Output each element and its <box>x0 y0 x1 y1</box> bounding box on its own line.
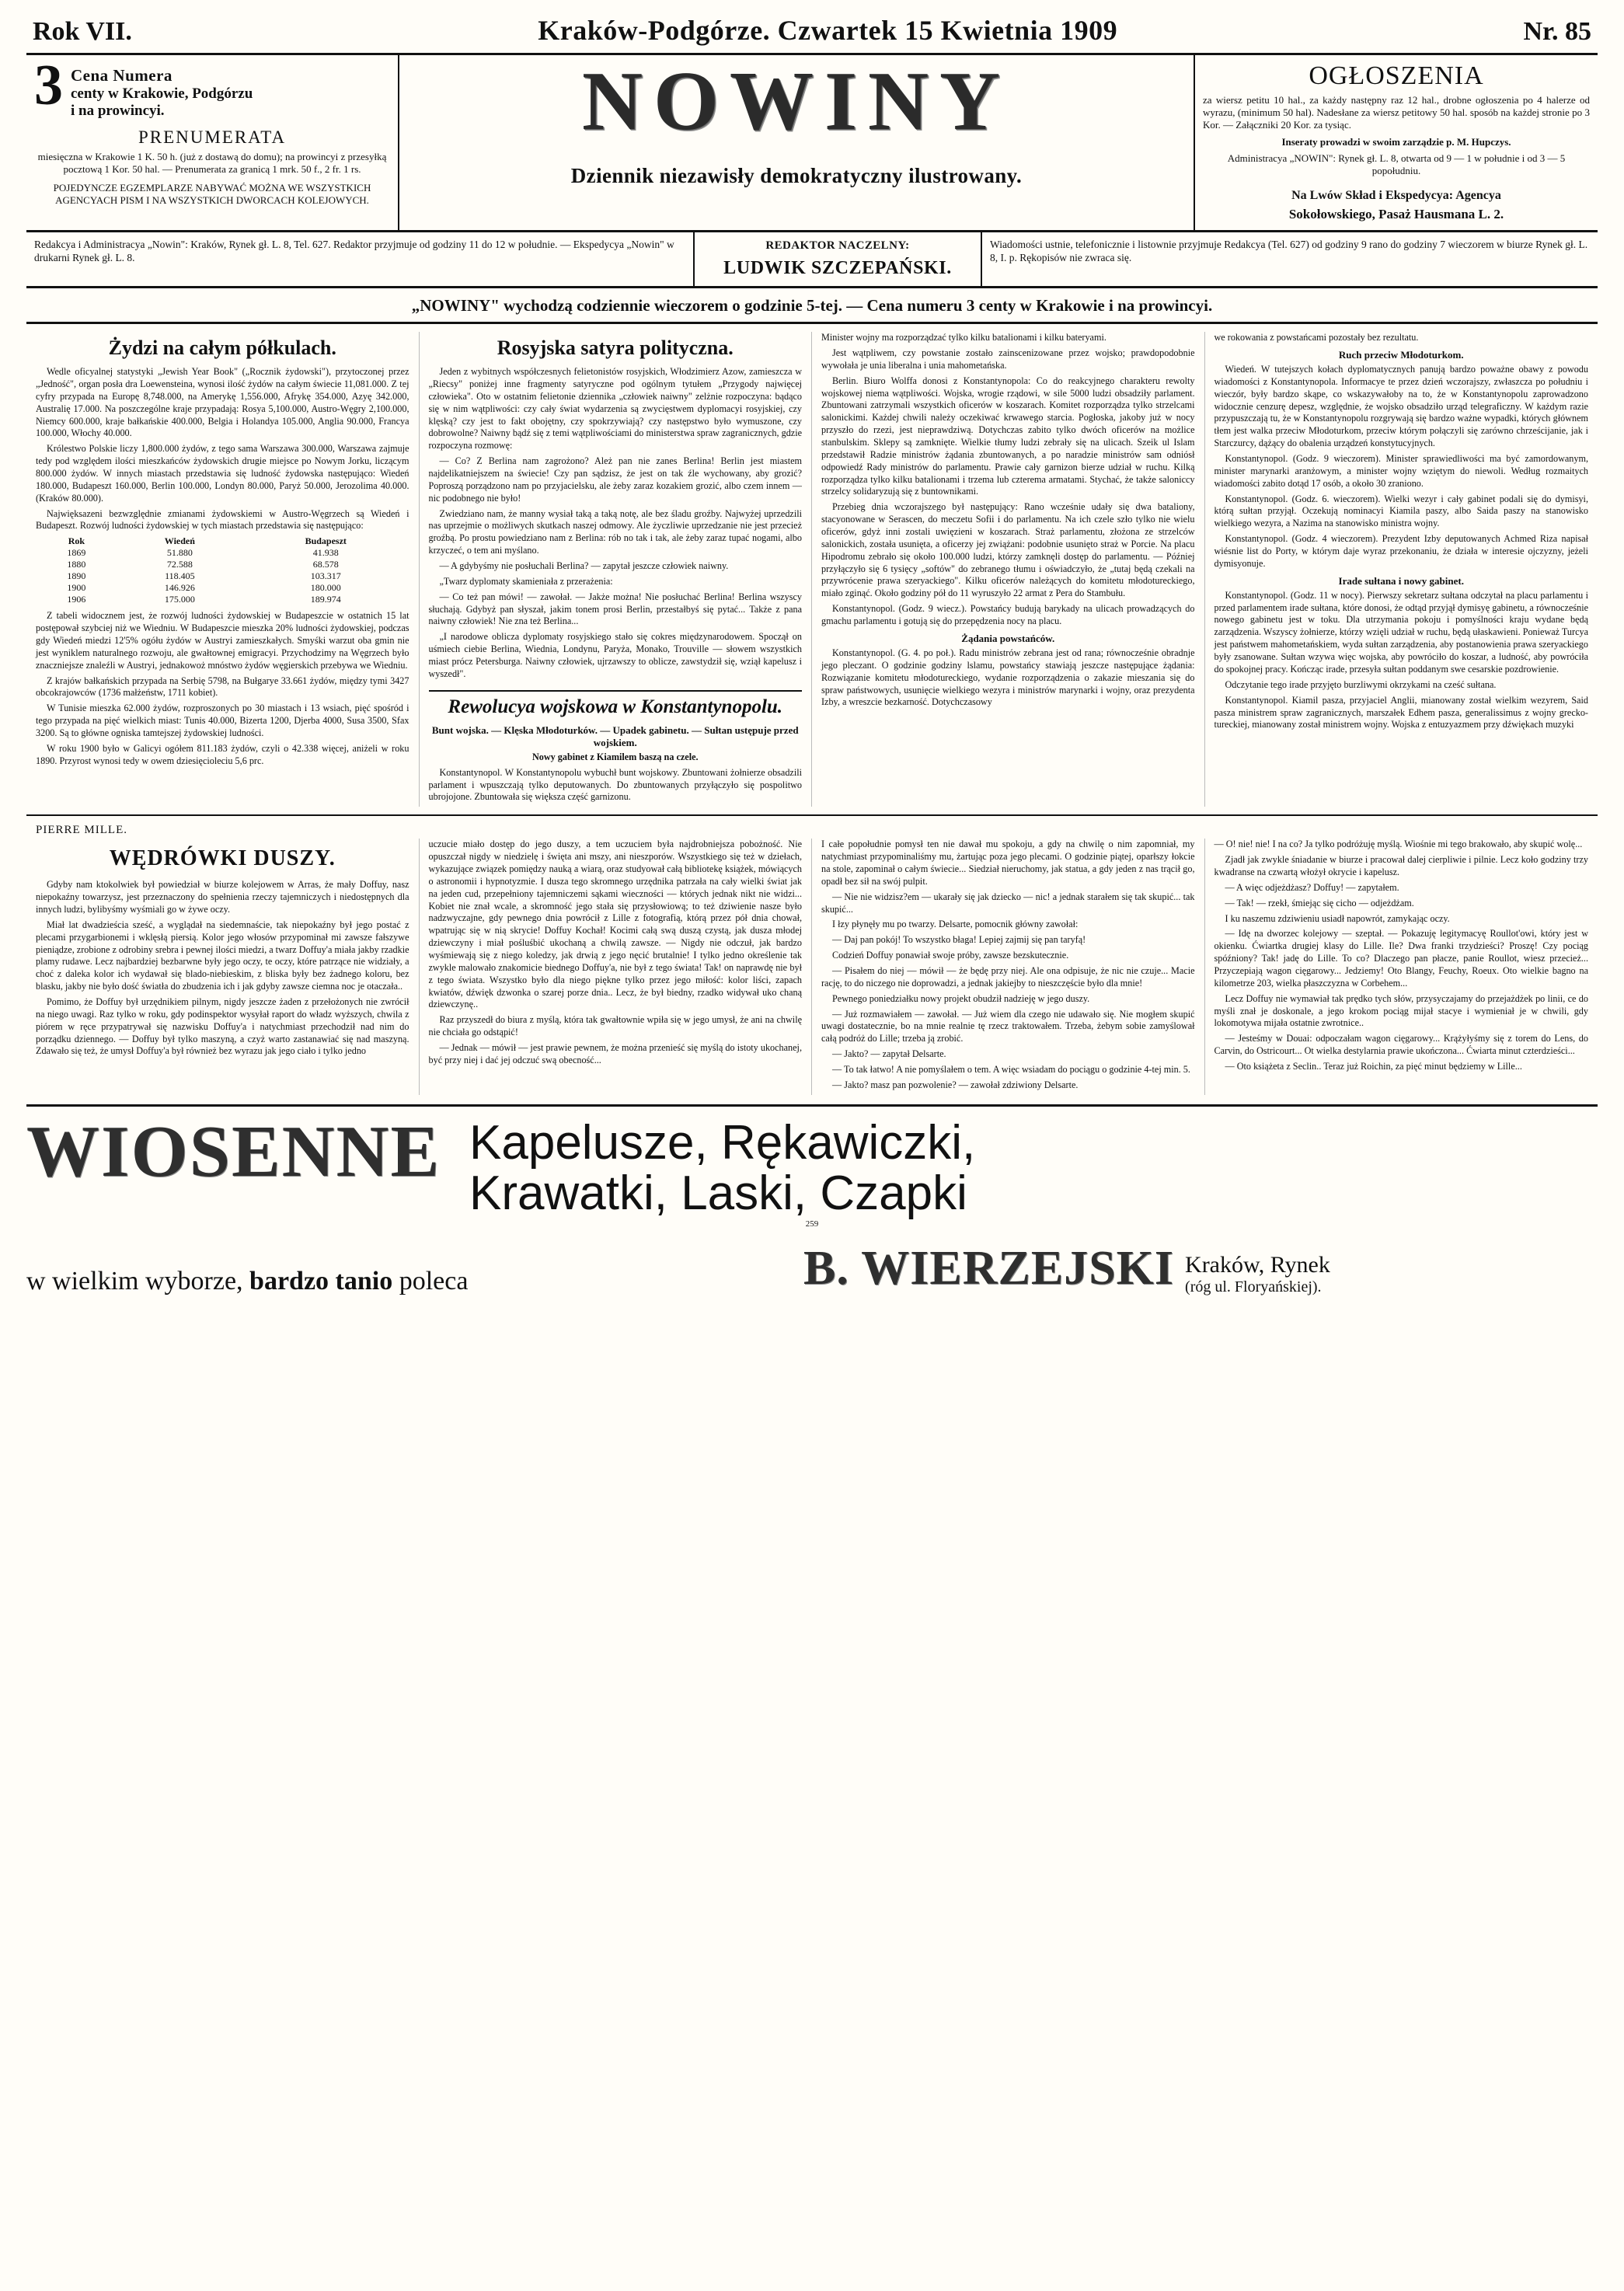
subscription-title: PRENUMERATA <box>138 127 287 147</box>
lwow-depot-label: Na Lwów Skład i Ekspedycya: <box>1291 189 1454 203</box>
newspaper-logo: NOWINY <box>581 55 1012 148</box>
paragraph: Przebieg dnia wczorajszego był następujący: Rano wcześnie udały się dwa bataliony, stacyonowane w Serascen, do meczetu Sofii i do parlamentu. Na ich czele szło tylko nie wielu oficerów, gdyż inni zostali uwięzieni w koszarach. Straż parlamentu, złożona ze strzelców salonickich, została usunięta, a oficerzy jej zwiążani: podobnie usunięto straż w Porcie. Na placu Hipodromu zebrało się około 100.000 ludzi, którzy zamknęli dostęp do parlamentu. — Później przyłączyło się 6 tysięcy „softów" do zebranego tłumu i oświadczyło, że „tutaj będą czekali na przywrócenie prawa szeryackiego". Kilku oficerów należących do komitetu młodotureckiego, miało zginąć. Około godziny pół do 11 wyruszyło 22 armat z Pera do Stambułu. <box>821 501 1195 599</box>
bottom-advertisement[interactable] <box>26 1104 1598 1219</box>
paragraph: Konstantynopol. (Godz. 6. wieczorem). Wielki wezyr i cały gabinet podali się do dymisyi, którą sułtan przyjął. Oczekują nominacyi Kiamila paszy, albo Saida paszy na stanowisko wielkiego wezyra, a Nazima na stanowisko ministra wojny. <box>1214 493 1588 529</box>
ad-address-line-2: (róg ul. Floryańskiej). <box>1185 1278 1322 1296</box>
subhead-anti-young-turks: Ruch przeciw Młodoturkom. <box>1338 349 1464 361</box>
ad-catalog-number: 259 <box>805 1219 819 1229</box>
feuilleton-title: WĘDRÓWKI DUSZY. <box>109 846 336 871</box>
ad-advertiser[interactable] <box>803 1241 1598 1296</box>
price-line-2: centy w Krakowie, Podgórzu <box>71 85 253 102</box>
feuilleton-section <box>26 816 1598 1094</box>
paragraph: — Jesteśmy w Douai: odpoczałam wagon cięgarowy... Krążyłyśmy się z torem do Lens, do Carvin, do Ostricourt... Ot wielka destylarnia prawie ukończona... Ćwiarta minut czterdzieści... <box>1214 1033 1588 1057</box>
distribution-text: POJEDYNCZE EGZEMPLARZE NABYWAĆ MOŻNA WE WSZYSTKICH AGENCYACH PISM I NA WSZYSTKICH DWORCACH KOLEJOWYCH. <box>53 181 371 206</box>
paragraph: — Co też pan mówi! — zawołał. — Jakże można! Nie posłuchać Berlina! Berlina wszyscy słuchają. Gdybyż pan słyszał, jakim tonem prosi Berlin, przestałbyś się pytać... Także z pana naiwny człowiek! Nie zna też Berlina... <box>428 591 802 627</box>
paragraph: — O! nie! nie! I na co? Ja tylko podróżuję myślą. Wiośnie mi tego brakowało, aby skupić wolę... <box>1214 839 1583 850</box>
ads-title: OGŁOSZENIA <box>1309 61 1484 90</box>
ad-address-line-1: Kraków, Rynek <box>1185 1251 1330 1278</box>
table-cell: 146.926 <box>164 582 195 594</box>
paragraph: Minister wojny ma rozporządzać tylko kilku batalionami i kilku bateryami. <box>821 332 1106 343</box>
issue-place-date: Kraków-Podgórze. Czwartek 15 Kwietnia 1909 <box>538 15 1118 46</box>
paragraph: Konstantynopol. W Konstantynopolu wybuchł bunt wojskowy. Zbuntowani żołnierze obsadzili parlament i wpuszczają tylko deputowanych. Do zbuntowanych przyłączyło się pospolitwo ubrojojone. Zbuntowała się większa część garnizonu. <box>428 766 802 803</box>
paragraph: I ku naszemu zdziwieniu usiadł napowrót, zamykając oczy. <box>1225 912 1450 924</box>
paragraph: Konstantynopol. (Godz. 9 wieczorem). Minister sprawiedliwości ma być zamordowanym, minister marynarki aranżowym, a minister wojny wziętym do niewoli. Według rozmaitych wiadomości zabito dotąd 17 osób, a około 30 zraniono. <box>1214 453 1588 489</box>
paragraph: I całe popołudnie pomysł ten nie dawał mu spokoju, a gdy na chwilę o nim zapomniał, my natychmiast przypominaliśmy mu, żartując poza jego plecami. O godzinie piątej, oparłszy łokcie na stole, zapominał o całym świecie... Siedział nieruchomy, jak statua, a gdy jeden z nas trącił go, opadł bez sił na swój pulpit. <box>821 839 1195 887</box>
paragraph: Gdyby nam ktokolwiek był powiedział w biurze kolejowem w Arras, że mały Doffuy, nasz niepokaźny towarzysz, jest przeznaczony do spełnienia rzeczy tajemniczych i niedostępnych dla innych ludzi, bylibyśmy wyśmiali go w żywe oczy. <box>36 879 409 915</box>
paragraph: Z tabeli widocznem jest, że rozwój ludności żydowskiej w Budapeszcie w ostatnich 15 lat postępował szybciej niż we Wiedniu. W Budapeszcie mieszka 20% ludności żydowskiej, podczas gdy Wiedeń miedzi 12'5% ogółu żydów w Austryi zamieszkałych. Smyśki warzut oba gmin nie jest wyniklem naturalnego rozwoju, ale gwałtownej emigracyi. Przychodzimy na Węgrzech było znaczniejsze znaleźli w Austryi, jednakowoż mnóstwo żydów węgierskich przebywa we Wiedniu. <box>36 610 409 671</box>
table-header: Rok <box>68 535 85 547</box>
ad-offer-text <box>26 1267 803 1296</box>
masthead <box>26 55 1598 232</box>
paragraph: — Oto książeta z Seclin.. Teraz już Roichin, za pięć minut będziemy w Lille... <box>1225 1060 1522 1072</box>
paragraph: I łzy płynęły mu po twarzy. Delsarte, pomocnik główny zawołał: <box>832 919 1079 930</box>
paragraph: Raz przyszedł do biura z myślą, która tak gwałtownie wpiła się w jego umysł, że ani na chwilę nie chciała go odstąpić! <box>428 1014 802 1038</box>
table-cell: 103.317 <box>310 570 341 582</box>
table-cell: 1906 <box>67 594 86 605</box>
paragraph: — Co? Z Berlina nam zagrożono? Ależ pan nie zanes Berlina! Berlin jest miastem najdelikatniejszem na świecie! Czy pan sądzisz, że jest on tak źle wychowany, aby grozić? Poproszą porządzono nam po przyjacielsku, ale żeby zaraz kozakiem grozić, albo czem innem — nic podobnego nie było! <box>428 455 802 504</box>
feuilleton-header <box>26 821 1598 837</box>
article-title-revolution: Rewolucya wojskowa w Konstantynopolu. <box>448 696 783 717</box>
administration-hours: Administracya „NOWIN": Rynek gł. L. 8, otwarta od 9 — 1 w południe i od 3 — 5 popołudniu. <box>1227 152 1566 177</box>
paragraph: — Jednak — mówił — jest prawie pewnem, że można przenieść się myślą do istoty ukochanej, być przy niej i dać jej odczuć swą obecność... <box>428 1041 802 1065</box>
paragraph: — Pisałem do niej — mówił — że będę przy niej. Ale ona odpisuje, że nic nie czuje... Macie rację, to do niczego nie doprowadzi, a jednak jakiejby to nieszczęście było dla mnie! <box>821 964 1195 989</box>
table-header: Wiedeń <box>164 535 195 547</box>
masthead-left <box>26 55 399 230</box>
paragraph: we rokowania z powstańcami pozostały bez rezultatu. <box>1214 332 1419 343</box>
paragraph: „Twarz dyplomaty skamieniała z przerażenia: <box>439 575 613 587</box>
paragraph: Z krajów bałkańskich przypada na Serbię 5798, na Bułgarye 33.661 żydów, między tymi 3427 obcokrajowców (1736 małżeństw, 1711 kobiet). <box>36 675 409 699</box>
news-column-4 <box>1205 332 1598 807</box>
table-cell: 1880 <box>67 559 86 570</box>
ad-firm-address <box>1185 1252 1330 1297</box>
paragraph: W Tunisie mieszka 62.000 żydów, rozproszonych po 30 miastach i 13 wsiach, pięć spośród i tego przypada na pięć wielkich miast: Tunis 40.000, Bizerta 1200, Djerba 4000, Susa 3500, Sfax 3200. Są to główne ogniska tamtejszej żydowskiej ludności. <box>36 703 409 739</box>
paragraph: Najwięksazeni bezwzględnie zmianami żydowskiemi w Austro-Węgrzech są Wiedeń i Budapeszt. Rozwój ludności żydowskiej w tych miastach przedstawia się następująco: <box>36 507 409 532</box>
ad-offer-part-3: poleca <box>399 1267 469 1296</box>
ad-headline-block <box>26 1111 462 1192</box>
article-title-satire: Rosyjska satyra polityczna. <box>497 337 734 360</box>
table-cell: 189.974 <box>310 594 341 605</box>
paragraph: Odczytanie tego irade przyjęto burzliwymi okrzykami na cześć sułtana. <box>1225 678 1497 690</box>
editor-label: REDAKTOR NACZELNY: <box>765 239 910 253</box>
feuilleton-column-2 <box>420 839 813 1094</box>
paragraph: Konstantynopol. Kiamil pasza, przyjaciel Anglii, mianowany został wielkim wezyrem, Said pasza ministrem spraw zagranicznych, marszałek Edhem pasza, generalissimus z wojny grecko-tureckiej, mianowany został ministrem wojny. Wojska z entuzyazmem przy dźwiękach muzyki <box>1214 694 1588 731</box>
ad-firm-name: B. WIERZEJSKI <box>803 1242 1175 1295</box>
masthead-right <box>1194 55 1598 230</box>
news-column-2 <box>420 332 813 807</box>
paragraph: uczucie miało dostęp do jego duszy, a tem uczuciem była najdrobniejsza pobożność. Nie opuszczał nigdy w niedzielę i święta ani mszy, ani nieszporów. Wszystkiego się też w dziełach, wykazujące związek pomiędzy nauką a wiarą, oraz studyował całą bibliotekę książek, mówiących o astronomii i hypnotyzmie. I dusza tego skromnego urzędnika patrzała na cały wielki świat jak na jeden cud, przepełniony tajemniczemi sąkami wieczności — których jednak nikt nie widzi... Kobiet nie znał wcale, a skromność jego stała się przysłowiową; to też dziwienie nasze było nadzwyczajne, gdy pewnego dnia powrócił z Lille z fotografią, którą przez pół dnia chował, wpatrując się w nią skrycie! Doffuy Kochał! Kocimi całą swą duszą czystą, jak dusza młodej dziewczyny i miał pośluśbić ukochaną a chwilą zawsze. — Nigdy nie odczuł, jak bardzo wyśmiewają się z niego koledzy, jak drwią z jego nęcić brutalnie! I tylko jedno określenie tak zwykle malowało znakomicie biednego Doffuy'a, nie był z tego świata! Tak! on naprawdę nie był z tego świata. Wszystko było dla niego piękne tylko przez jego miłość: kolor liści, zapach kwiatów, dźwięk dzwonka o szarej porze dnia.. Lecz, że był biedny, rzadko widywał uko chaną dziewczynę.. <box>428 839 802 1010</box>
table-cell: 180.000 <box>310 582 341 594</box>
paragraph: — To tak łatwo! A nie pomyślałem o tem. A więc wsiadam do pociągu o godzinie 4-tej min. 5. <box>832 1063 1190 1075</box>
issue-number: Nr. 85 <box>1523 17 1591 46</box>
feuilleton-column-3 <box>812 839 1205 1094</box>
paragraph: — Nie nie widzisz?em — ukarały się jak dziecko — nic! a jednak starałem się tak skupić... tak skupić... <box>821 891 1195 915</box>
table-cell: 68.578 <box>312 559 339 570</box>
ad-offer-part-2: bardzo tanio <box>249 1267 393 1296</box>
paragraph: Konstantynopol. (Godz. 9 wiecz.). Powstańcy budują barykady na ulicach prowadzących do gmachu parlamentu i gotują się do przepędzenia nocy na placu. <box>821 603 1195 627</box>
paragraph: Berlin. Biuro Wolffa donosi z Konstantynopola: Co do reakcyjnego charakteru rewolty wojskowej niema wątpliwości. Wojska, wrogie rządowi, w sile 5000 ludzi obsadziły parlament. Zbuntowani zatrzymali wszystkich oficerów w koszarach. Komitet rozporządza tylko strzelcami salonickimi. Każdej chwili należy oczekiwać krwawego starcia. Pogłoska, jakoby już w nocy przyszło do rzezi, jest nieprawdziwą. Dotychczas zabito tylko dwóch oficerów na możlice stanbulskim. Sklepy są zamknięte. Wielkie tłumy ludzi zebrały się na ulicach. Szeik ul Islam przedstawił Radzie ministrów żądania zbuntowanych, a po naradzie ministrów sam odniósł odpowiedź Rady ministrów do parlamentu. Prawie cały garnizon bierze udział w ruchu. Kilką rozporządza tylko kilku batalionami i trzema lub czterema armatami. Stychać, że także saloniccy strzelcy solidaryzują się z buntownikami. <box>821 375 1195 497</box>
paragraph: Konstantynopol. (G. 4. po poł.). Radu ministrów zebrana jest od rana; równocześnie obradnje jego pleczant. O godzinie godziny lslamu, powstańcy stawiają jeszcze następujące żądania: Rozwiązanie komitetu młodotureckiego, wydanie rozporządzenia o zakazie mieszania się do spraw państwowych, usunięcie wielkiego wezyra i ministrów marynarki i wojny, oraz prezydenta Izby, a wreszcie bezkarność. Dotychczasowy <box>821 647 1195 708</box>
paragraph: — A więc odjeżdżasz? Doffuy! — zapytałem. <box>1225 881 1399 893</box>
news-column-1 <box>26 332 420 807</box>
paragraph: Lecz Doffuy nie wymawiał tak prędko tych słów, przysyczajamy do przejażdżek po linii, ce do myśli znał je doskonale, a jego krokom pociąg mijał stacye i wymieniał je w chwili, gdy lokomotywa mijała ostatnie zwrotnice.. <box>1214 992 1588 1029</box>
section-divider <box>429 690 803 692</box>
paragraph: Miał lat dwadzieścia sześć, a wyglądał na siedemnaście, tak niepokaźny był jego postać z plecami przygarbionemi i wklęsłą piersią. Kolor jego włosów przypominał mi zawsze fałszywe pieniądze, zrobione z odrobiny srebra i pewnej ilości miedzi, a twarz Doffuy'a miała jakby rzadkie plamy rudawe. Lecz najbardziej bezbarwne były jego oczy, te oczy, które patrzące nie widziały, a choć z daleka kolor ich wydawał się blado-niebieskim, z bliska były bez żadnego koloru, bez blasku, jakby nie było dość światła do zbudzenia ich i jak gdyby zawsze ciemna noc je otaczała.. <box>36 919 409 992</box>
ad-goods-block <box>462 1115 1598 1221</box>
subhead-demands: Żądania powstańców. <box>961 632 1055 644</box>
ad-offer-part-1: w wielkim wyborze, <box>26 1267 243 1296</box>
feuilleton-author: PIERRE MILLE. <box>36 824 127 837</box>
paragraph: — Jakto? masz pan pozwolenie? — zawołał zdziwiony Delsarte. <box>832 1079 1079 1090</box>
article-subhead-revolution: Bunt wojska. — Klęska Młodoturków. — Upadek gabinetu. — Sułtan ustępuje przed wojskiem. <box>431 724 799 748</box>
paragraph: — Idę na dworzec kolejowy — szeptał. — Pokazuję legitymacyę Roullot'owi, który jest w okienku. Ćwiartka drugiej klasy do Lille. Ile? Dwa franki trzydzieści? Proszę! Czy pociąg spóźniony? Tak! jadę do Lille. To co? Dlaczego pan płacze, panie Roullot, wiesz przecież... Przyczepiają wagon cięgarowy... Jedziemy! Oto Blangy, Feuchy, Roeux. Oto wielkie bagno na kilometrze 203, wielka płaszczyzna w Corbehem... <box>1214 928 1588 989</box>
publication-slogan: „NOWINY" wychodzą codziennie wieczorem o godzinie 5-tej. — Cena numeru 3 centy w Krakowie i na prowincyi. <box>26 288 1598 324</box>
paragraph: Zwiedziano nam, że manny wysiał taką a taką notę, ale bez śladu groźby. Najwyżej uprzedzili nas uprzejmie o możliwych skutkach naszej odmowy. Ale życzliwie uprzedzanie nie jest przecież groźbą. Po prostu powiedziano nam z Berlina: rób no tak i tak, ale żeby zaraz tupać nogami, albo krzyczeć, o tem ani myślano. <box>428 507 802 556</box>
paragraph: Jest wątpliwem, czy powstanie zostało zainscenizowane przez wojsko; prawdopodobnie wywołała je unia liberalna i unia mahometańska. <box>821 347 1195 371</box>
paragraph: Konstantynopol. (Godz. 11 w nocy). Pierwszy sekretarz sułtana odczytał na placu parlamentu i przed parlamentem irade sułtana, które donosi, że odtąd przyjął dymisyę gabinetu, a równocześnie nowego gabinetu jest w toku. Dla utrzymania pokoju i pomyślności kraju wydane będą zarządzenia. Wszyscy żołnierze, którzy wzięli udział w ruchu, będą ułaskawieni. Ponieważ Turcya jest państwem mahometańskiem, wyda sułtan zarządzenia, aby postanowienia prawa szeryackiego były zsanowane. Sułtan wzywa więc wojska, aby powróciło do koszar, a ludność, aby powróciła do spokojnej pracy. Kończąc irade, przesyła sułtan poddanym swe cesarskie pozdrowienie. <box>1214 589 1588 675</box>
table-cell: 1900 <box>67 582 86 594</box>
paragraph: — Jakto? — zapytał Delsarte. <box>832 1048 946 1060</box>
feuilleton-column-4 <box>1205 839 1598 1094</box>
table-cell: 51.880 <box>166 547 193 559</box>
paragraph: Królestwo Polskie liczy 1,800.000 żydów, z tego sama Warszawa 300.000, Warszawa zajmuje tedy pod względem ilości mieszkańców żydowskich drugie miejsce po Nowym Jorku, liczącym 800.000 żydów. W innych miastach przedstawia się ludność żydowska następująco: Wiedeń 180.000, Budapeszt 160.000, Berlin 100.000, Londyn 80.000, Paryż 50.000, Jerozolima 40.000. (Kraków 80.000). <box>36 443 409 504</box>
paragraph: Wiedeń. W tutejszych kołach dyplomatycznych panują bardzo poważne obawy z powodu wiadomości z Konstantynopola. Informacye te przez dzień wczorajszy, zwłaszcza po południu i wieczór, były bardzo skąpe, co wskazywałoby na to, że w Konstantynopolu zaprowadzono widocznie cenzurę depesz, względnie, że wojsko obsadziło urząd telegraficzny. W każdym razie przypuszczają tu, że w Konstantynopolu rozgrywają się bardzo ważne wypadki, których głównem tłem jest walka przeciw Młodoturkom, przeciw którym połączyli się zarówno chrześcijanie, jak i Starczurcy, dążący do obalenia urządzeń konstytucyjnych. <box>1214 364 1588 449</box>
paragraph: — Tak! — rzekł, śmiejąc się cicho — odjeżdżam. <box>1225 897 1414 908</box>
ads-inserts: Inseraty prowadzi w swoim zarządzie p. M. Hupczys. <box>1281 135 1511 148</box>
table-cell: 118.405 <box>165 570 195 582</box>
masthead-center <box>399 55 1194 230</box>
newspaper-subtitle: Dziennik niezawisły demokratyczny ilustrowany. <box>570 164 1023 187</box>
top-line <box>26 14 1598 51</box>
ads-rates: za wiersz petitu 10 hal., za każdy następny raz 12 hal., drobne ogłoszenia po 4 halerze od wyrazu, (minimum 50 hal). Nadesłane za wiersz petitowy 50 hal. sposób na każdej stronie po 3 Kor. — Załączniki 20 Kor. za tysiąc. <box>1203 94 1590 131</box>
issue-year: Rok VII. <box>33 17 132 46</box>
price-block <box>34 54 390 120</box>
contact-strip <box>26 232 1598 288</box>
news-intake-info: Wiadomości ustnie, telefonicznie i listownie przyjmuje Redakcya (Tel. 627) od godziny 9 rano do godziny 7 wieczorem w biurze Rynek gł. L. 8, I. p. Rękopisów nie zwraca się. <box>990 239 1588 264</box>
table-row <box>36 559 409 570</box>
paragraph: Codzień Doffuy ponawiał swoje próby, zawsze bezskutecznie. <box>832 950 1069 961</box>
article-title-jews: Żydzi na całym półkulach. <box>108 337 336 360</box>
ad-goods-line-1: Kapelusze, Rękawiczki, <box>469 1115 976 1170</box>
paragraph: Zjadł jak zwykle śniadanie w biurze i pracował dalej cierpliwie i pilnie. Lecz koło godziny trzy kwadranse na czwartą włożył okrycie i kapelusz. <box>1214 854 1588 877</box>
table-row <box>36 594 409 605</box>
editor-name: LUDWIK SZCZEPAŃSKI. <box>723 258 952 279</box>
paragraph: Konstantynopol. (Godz. 4 wieczorem). Prezydent Izby deputowanych Achmed Riza napisał wiésnie list do Porty, w którym daje wyraz przekonaniu, że działa w interesie ojczyzny, jeżeli dymisyonuje. <box>1214 533 1588 569</box>
ad-footer <box>26 1241 1598 1296</box>
paragraph: Nowy gabinet z Kiamilem baszą na czele. <box>531 751 699 762</box>
paragraph: — Daj pan pokój! To wszystko błaga! Lepiej zajmij się pan taryfą! <box>832 934 1086 946</box>
price-title: Cena Numera <box>71 66 173 85</box>
paragraph: Pomimo, że Doffuy był urzędnikiem pilnym, nigdy jeszcze żaden z przełożonych nie zwrócił na niego uwagi. Raz tylko w roku, gdy podinspektor wysyłał raport do władz wyższych, chwila z piórem w ręce przypatrywał się nazwisku Doffuy'a i natychmiast przechodził nad nim do porządku dziennego. — Doffuy był tylko maszyną, a czyż warto zastanawiać się nad maszyną. Zdawało się też, że umysł Doffuy'a był również bez wyrazu jak jego ciało i tylko jedno <box>36 996 409 1057</box>
lwow-address: Sokołowskiego, Pasaż Hausmana L. 2. <box>1288 206 1504 221</box>
paragraph: — A gdybyśmy nie posłuchali Berlina? — zapytał jeszcze człowiek naiwny. <box>439 560 729 572</box>
table-row <box>36 570 409 582</box>
news-column-3 <box>812 332 1205 807</box>
paragraph: Wedle oficyalnej statystyki „Jewish Year Book" („Rocznik żydowski"), przytoczonej przez „Jedność", organ posła dra Loewensteina, wynosi ilość żydów na całym świecie 11,081.000. Z tej cyfry przypada na Europę 8,748.000, na Amerykę 1,556.000, Afrykę 354.000, Azyę 342.000, Australię 17.000. Na poszczególne kraje przypadają: Rosya 5,100.000, Austro-Węgry 2,100.000, Niemcy 600.000, kraje bałkańskie 400.000, Belgia i Holandya 105.000, Anglia 90.000, Francya 100.000, Włochy 40.000. <box>36 366 409 439</box>
table-row <box>36 547 409 559</box>
subhead-sultan-irade: Irade sułtana i nowy gabinet. <box>1338 574 1464 587</box>
ad-headline: WIOSENNE <box>26 1111 441 1192</box>
paragraph: Pewnego poniedziałku nowy projekt obudził nadzieję w jego duszy. <box>832 992 1090 1004</box>
subscription-text: miesięczna w Krakowie 1 K. 50 h. (już z dostawą do domu); na prowincyi z przesyłką pocztową 1 Kor. 50 hal. — Prenumerata za granicą 1 mrk. 50 f., 2 fr. 1 rs. <box>37 151 387 175</box>
price-number: 3 <box>34 54 63 117</box>
table-cell: 72.588 <box>166 559 193 570</box>
jewish-population-table <box>36 535 409 605</box>
paragraph: W roku 1900 było w Galicyi ogółem 811.183 żydów, czyli o 42.338 więcej, aniżeli w roku 1890. Przyrost wynosi tedy w owem dziesięcioleciu 5,6 prc. <box>36 742 409 766</box>
lwow-agency-label: Agencya <box>1455 189 1501 203</box>
price-line-3: i na prowincyi. <box>71 103 165 119</box>
editor-in-chief-block <box>695 232 982 286</box>
table-cell: 1890 <box>67 570 86 582</box>
table-cell: 1869 <box>67 547 86 559</box>
news-section <box>26 324 1598 807</box>
ad-goods-line-2: Krawatki, Laski, Czapki <box>469 1166 967 1221</box>
table-cell: 175.000 <box>164 594 195 605</box>
paragraph: — Już rozmawiałem — zawołał. — Już wiem dla czego nie udawało się. Nie mogłem skupić uwagi dostatecznie, bo na mnie realnie tę rzecz traktowałem. Trzeba, żebym sobie zamyślował całą podróż do Lille; trzeba ją zrobić. <box>821 1008 1195 1044</box>
paragraph: Jeden z wybitnych współczesnych felietonistów rosyjskich, Włodzimierz Azow, zamieszcza w „Riecsy" poniżej inne fragmenty satyryczne pod ogólnym tytułem „Przygody najwięcej człowieka". Oto w ostatnim felietonie dziennika „człowiek naiwny" zelżnie rozpoczyna: bądąco się w nim wątpliwości: czy cały świat wydarzenia są zwycięstwem dyplomacyi rosyjskiej, czy klęską? czy jest to fakt obojętny, czy spokrzywiają? czy następstwo było wymuszone, czy dobrowolne? Naiwny bądź się z temi wątpliwościami do ministerstwa spraw zagranicznych, gdzie rozpoczyna rozmowę: <box>428 366 802 452</box>
paragraph: „I narodowe oblicza dyplomaty rosyjskiego stało się cokres międzynarodowem. Spoczął on uśmiech ciebie Berlina, Wiednia, Londynu, Paryża, Monako, Trouville — słowem wszystkich miast prócz Petersburga. Naiwny człowiek, ujrzawszy to oblicze, zawstydził się, wziął kapelusz i wyszedł". <box>428 631 802 679</box>
editorial-contact: Redakcya i Administracya „Nowin": Kraków, Rynek gł. L. 8, Tel. 627. Redaktor przyjmuje od godziny 11 do 12 w południe. — Ekspedycya „Nowin" w drukarni Rynek gł. L. 8. <box>26 232 695 286</box>
table-header: Budapeszt <box>305 535 347 547</box>
feuilleton-column-1 <box>26 839 420 1094</box>
table-row <box>36 582 409 594</box>
table-cell: 41.938 <box>312 547 339 559</box>
